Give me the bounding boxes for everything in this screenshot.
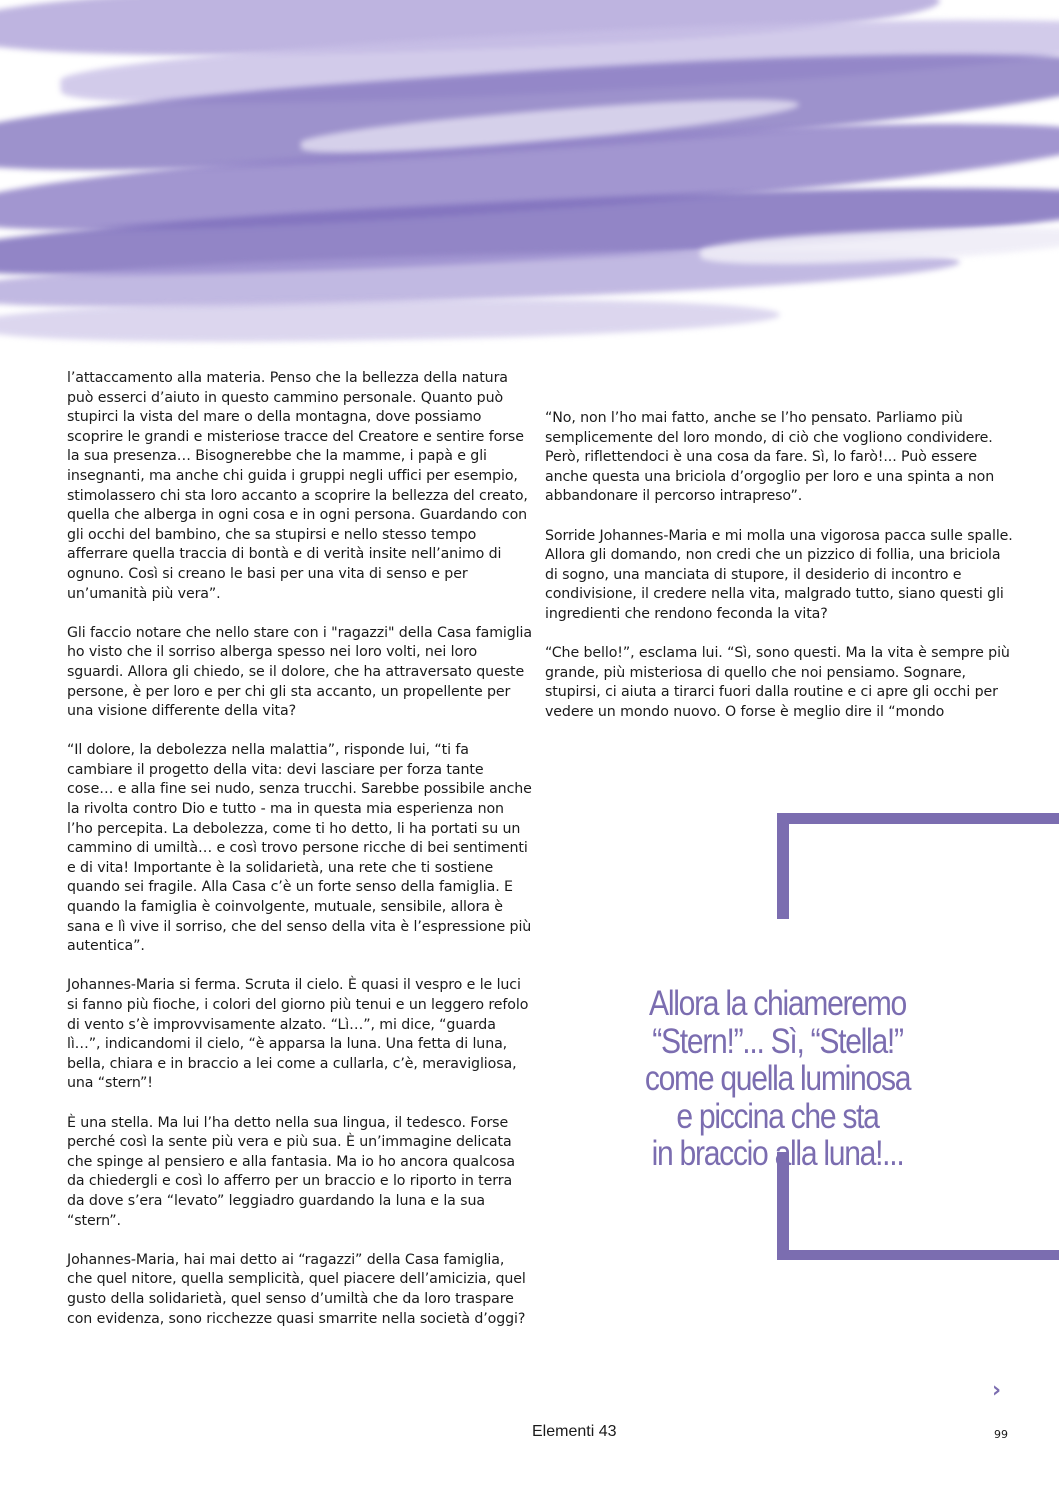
pull-quote-line: come quella luminosa [644,1059,911,1098]
paragraph: È una stella. Ma lui l’ha detto nella sua lingua, il tedesco. Forse perché così la sente più vera e più sua. È un’immagine delicata che spinge al pensiero e alla fantasia. Ma io ho ancora qualcosa da chiedergli e così lo afferro per un braccio e lo riporto in terra da dove s’era “levato” leggiadro guardando la luna e la sua “stern”. [67,1114,516,1229]
pull-quote-line: e piccina che sta [676,1096,879,1136]
magazine-title: Elementi 43 [532,1423,617,1440]
quote-bracket-top-horizontal [777,813,1059,824]
page-number: 99 [994,1428,1008,1441]
paragraph: l’attaccamento alla materia. Penso che la bellezza della natura può esserci d’aiuto in questo cammino personale. Quanto può stupirci la vista del mare o della montagna, dove possiamo scoprire le grandi e misteriose tracce del Creatore e sentire forse la sua presenza… Bisognerebbe che la mamme, i papà e gli insegnanti, ma anche chi guida i gruppi negli uffici per esempio, stimolassero chi sta loro accanto a scoprire la bellezza del creato, quella che alberga in ogni cosa e in ogni persona. Guardando con gli occhi del bambino, che sa stupirsi e nello stesso tempo afferrare quella traccia di bontà e di verità insite nell’animo di ognuno. Così si creano le basi per una vita di senso e per un’umanità più vera”. [67,370,528,602]
paragraph: “Il dolore, la debolezza nella malattia”, risponde lui, “ti fa cambiare il progetto della vita: devi lasciare per forza tante cose… e alla fine sei nudo, senza trucchi. Sarebbe possibile anche la rivolta contro Dio e tutto - ma in questa mia esperienza non l’ho percepita. La debolezza, come ti ho detto, li ha portati su un cammino di umiltà… e così trovo persone ricche di bei sentimenti e di vita! Importante è la solidarietà, una rete che ti sostiene quando sei fragile. Alla Casa c’è un forte senso della famiglia. E quando la famiglia è coinvolgente, mutuale, sensibile, allora è sana e lì vive il sorriso, che del senso della vita è l’espressione più autentica”. [67,742,532,955]
paragraph: Johannes-Maria, hai mai detto ai “ragazzi” della Casa famiglia, che quel nitore, quella semplicità, quel piacere dell’amicizia, quel gusto della solidarietà, quel senso d’umiltà che da loro traspare con evidenza, sono ricchezze quasi smarrite nella società d’oggi? [67,1251,526,1327]
pull-quote [616,985,939,1173]
brush-stroke-header-image [0,0,1059,370]
paragraph: Johannes-Maria si ferma. Scruta il cielo. È quasi il vespro e le luci si fanno più fioche, i colori del giorno più tenui e un leggero refolo di vento s’è improvvisamente alzato. “Lì…”, mi dice, “guarda lì…”, indicandomi il cielo, “è apparsa la luna. Una fetta di luna, bella, chiara e in braccio a lei come a cullarla, c’è, meravigliosa, una “stern”! [67,977,529,1092]
paragraph: Sorride Johannes-Maria e mi molla una vigorosa pacca sulle spalle. Allora gli domando, non credi che un pizzico di follia, una briciola di sogno, una manciata di stupore, il desiderio di incontro e condivisione, il credere nella vita, malgrado tutto, siano questi gli ingredienti che rendono feconda la vita? [545,527,1013,622]
article-left-column [67,369,532,1349]
paragraph: “No, non l’ho mai fatto, anche se l’ho pensato. Parliamo più semplicemente del loro mondo, di ciò che vogliono condividere. Però, riflettendoci è una cosa da fare. Sì, lo farò!... Può essere anche questa una briciola d’orgoglio per loro e una spinta a non abbandonare il percorso intrapreso”. [545,410,995,505]
pull-quote-line: “Stern!”... Sì, “Stella!” [652,1021,903,1061]
quote-bracket-top-vertical [777,813,789,919]
quote-bracket-bottom-horizontal [777,1250,1059,1260]
paragraph: “Che bello!”, esclama lui. “Sì, sono questi. Ma la vita è sempre più grande, più misteriosa di quello che noi pensiamo. Sognare, stupirsi, ci aiuta a tirarci fuori dalla routine e ci apre gli occhi per vedere un mondo nuovo. O forse è meglio dire il “mondo [545,645,1010,720]
pull-quote-line: Allora la chiameremo [649,984,906,1023]
paragraph: Gli faccio notare che nello stare con i "ragazzi" della Casa famiglia ho visto che il sorriso alberga spesso nei loro volti, nei loro sguardi. Allora gli chiedo, se il dolore, che ha attraversato queste persone, è per loro e per chi gli sta accanto, un propellente per una visione differente della vita? [67,624,532,720]
pull-quote-line: in braccio alla luna!... [651,1134,904,1173]
article-right-column [545,409,1015,742]
chevron-right-icon[interactable]: › [992,1378,1002,1403]
